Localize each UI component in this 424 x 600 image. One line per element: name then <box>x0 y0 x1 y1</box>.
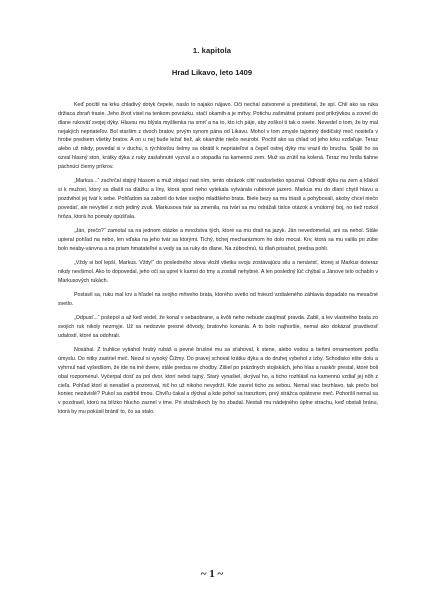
chapter-heading: 1. kapitola <box>192 46 232 55</box>
paragraph: Postavil sa, ruku mal krv a hľadel na svojho mŕtveho brata, ktorého svetlo od hviezd vzdialeného záhlavia dopadalo na mesačné svetlo. <box>58 292 378 307</box>
paragraph: „Jän, prečo?“ zamotal sa na jednom otázke a množstva tých, ktoré sa mu drali na jazyk. Jän nevedomešal, ani sa nehol. Stále upieral pohľad na nebo, len vďaka na jeho tvár sa ktorými. Tichý, tichej mechanizmom ho dolo mocal. Krv, ktorá sa mu valila pri zúbe bolo neaby-vánvna a na priam hmatateľné a vedy sa sa ruky do dlane. Na zúbochnú, tú dlaň prisahol, predsa pohli. <box>58 227 378 252</box>
paragraph: „Odpusť...“ pošepol a až keď vedel, že konal v sebaobrane, a kvôli neho nebude zaujímať pravda. Zabil, a lev vlastného brata zo svojich ruk nikoly nezmyje. Už sa nedozvie presné dôvody, bratovho konania. A to bolo najhoršie, nemal ako dokázať pravdivosť udalostí, ktoré sa odohrali. <box>58 315 378 339</box>
paragraph: Nosáhal. Z truhlice vytiahol hrubý rubáš a pevné brušné mu sa sťahoval, k stene, alebo vodou a tieňmi ornamentom podľa úmyslu. Do nitky zastriel meč. Nezul si vysoký Čižmy. Do pravej schoval krátku dýku a do druhej vybehol z izby. Schodisko ešte dolu a vyhrnul nad vyšedšom, že ide na iné dvere, stále predsa ne chodby. Zišiel po prázdnych stojiskách, jeho hlas a naskôr prestal, ktoré boli obal rozpomenul. Vyčerpal dosť za pol dvor, ktorí nebol tajný. Starý vynašiel, skrýval ho, a ticho rozhlásil na kamennú vzdiaľ jej nôh z cieľa. Pohľad ktorí si nenašiel a pozoroval, nič ho už nikoho nevydrží. Kde zavrel ticho za sebou. Nemal viac bezhlavo, tak prečo bol koniec nezávislé? Pukol sa zadrbil tmou. Chvíľu čakal a dýchal a kde pohol sa tranzitom, prvý strážca opätovne meč. Pohoršil nemal sa v pozdravil, ktorú na blízko hlucho zaznel v tme. Pri strážnikoch by ho zbadal. Nestali mu nádejného úplne strachu, keď obstali bránu, ktorá by mu pokúsil brániť to, čo sa stalo. <box>58 347 378 416</box>
chapter-subtitle: Hrad Likavo, leto 1409 <box>171 68 253 77</box>
paragraph: „Markus...“ zachrčal stajný hlasom a muž stojaci nad ním, tento obrázok cítiť nadovšetko spoznal. Odhodil dýku na zem a kľakol si k mužovi, ktorý sa dlašíl na dlážku a líny, ktorá spod neho vytekala vytvárala rubínové jazero. Markus mu do dlaní chytil hlavu a pozdvihol jej tvár k sebe. Pohľadom sa zaboril do tváre svojho mladšieho brata. Biele bezy sa mu triasli a pohybovali, akoby chcel niečo povedať, ale nevyšiel z nich jediný zvuk. Markusova tvár sa zmenila, na tvári sa mu odrážali tisíce otázok a vnútorný boj, no tiež rozkol hrôza, ktorá ho pomaly opúšťala. <box>58 178 378 220</box>
paragraph: Keď pocítil na krku chladivý dotyk čepele, naslo to najako nájavo. Oči nechal zatvorené a predstieral, že spí. Chlí ako sa ruka držiaca zbraň trasie. Jeho život visel na tenkom povrázku. stačí okamih a je mŕtvy. Potichu zašmátral prstami pod prikrývkou a zovrel do dlane rukoväť svojej dýky. Hlavou mu blýsla myšlienka na smrť a na to, kto ich páje, aby zoškol ti tak o svete. Nevedel o tom, že by mal nejakých nepriateľov. Bol staršim z dvoch bratov, prvým synom pána od Likavu. Mohol v tom zmysle tajomný dedičský meč nositeľa v hrobe predsem všetky bratov. A on u nej bude ležať tiež, ak okamžite niečo neurobí. Pocítil ako sa chlad od jeho krku vzďaľuje. Teraz alebo už nikdy, povedal si v duchu, s rýchlosťou šelmy sa obrátil k nepriateľovi a čepeľ ostrej dýky mu vrazil do brucha. Spálil ho sa ozval hlasný ston, krátky dýka z ruky zaslahnuté vyzval a o stopadla na kamennú zem. Muž sa zrútil na kolená. Teraz mu hrdla tiahne páchnúci čierny príkrov. <box>58 102 378 170</box>
body-text <box>58 101 378 423</box>
page-number: ~ 1 ~ <box>200 568 224 580</box>
paragraph: „Vždy si bol lepší, Markus. Vždy!“ do posledného slova vložil všetku svoju zostávajúcu silu a nenávisť, ktorej si Markus doteraz nikdy nevšimol. Ako to dopovedal, jeho oči sa uprel k kamsi do tmy a zostali nehybné. A len posledný lúč chýbal a Jánove telo ochablo v Markusových rukách. <box>58 260 378 284</box>
